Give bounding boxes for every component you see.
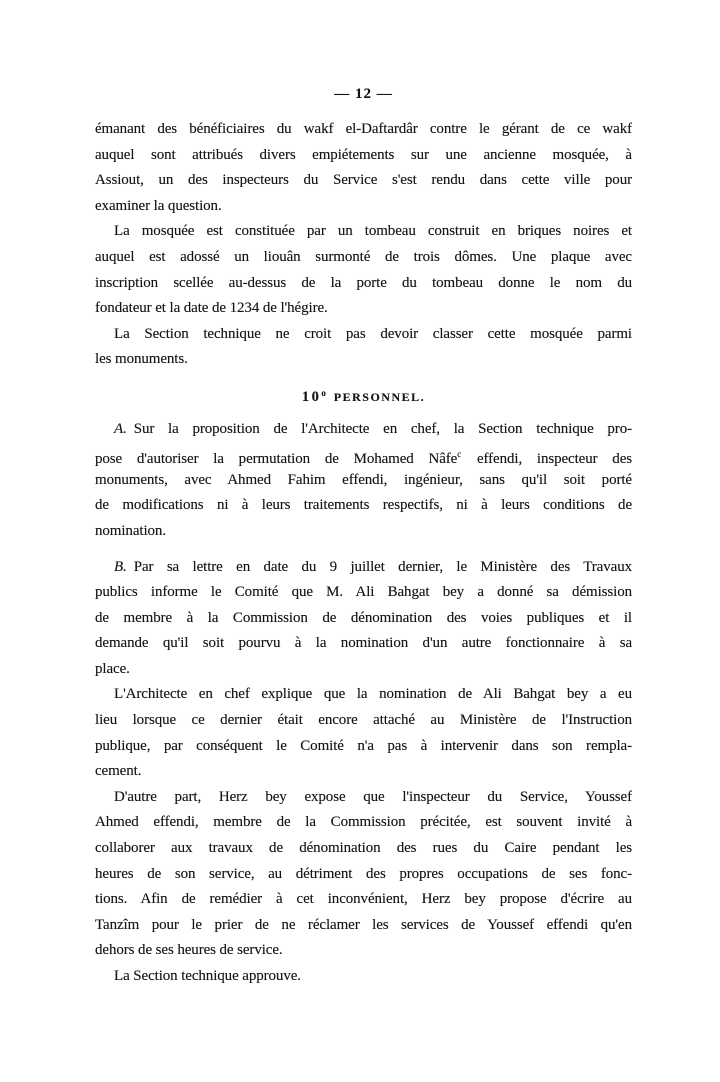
text-span: pose d'autoriser la permutation de Mohamed Nâfe bbox=[95, 451, 458, 468]
text-span: Par sa lettre en date du 9 juillet dernier, le Ministère des Travaux bbox=[133, 558, 632, 575]
text-line: Tanzîm pour le prier de ne réclamer les services de Youssef effendi qu'en bbox=[95, 916, 632, 933]
text-line: Assiout, un des inspecteurs du Service s'est rendu dans cette ville pour bbox=[95, 172, 632, 189]
text-line: L'Architecte en chef explique que la nomination de Ali Bahgat bey a eu bbox=[114, 686, 632, 703]
paragraph bbox=[95, 555, 632, 683]
text-line: fondateur et la date de 1234 de l'hégire. bbox=[95, 300, 328, 317]
section-number: 10 bbox=[301, 388, 322, 405]
text-line: publique, par conséquent le Comité n'a pas à intervenir dans son rempla- bbox=[95, 737, 632, 754]
page-number: — 12 — bbox=[334, 86, 393, 102]
text-line: collaborer aux travaux de dénomination des rues du Caire pendant les bbox=[95, 840, 632, 857]
text-line: publics informe le Comité que M. Ali Bahgat bey a donné sa démission bbox=[95, 584, 632, 601]
text-line: dehors de ses heures de service. bbox=[95, 942, 283, 959]
paragraph bbox=[95, 785, 632, 964]
text-line: tions. Afin de remédier à cet inconvénient, Herz bey propose d'écrire au bbox=[95, 891, 632, 908]
text-line bbox=[95, 417, 632, 443]
paragraph-letter: B. bbox=[114, 558, 127, 575]
paragraph bbox=[95, 219, 632, 321]
text-line: demande qu'il soit pourvu à la nomination d'un autre fonctionnaire à sa bbox=[95, 635, 632, 652]
text-line: heures de son service, au détriment des propres occupations de ses fonc- bbox=[95, 865, 632, 882]
text-line: auquel est adossé un liouân surmonté de trois dômes. Une plaque avec bbox=[95, 248, 632, 265]
ayn-superscript: c bbox=[457, 449, 462, 460]
text-line: D'autre part, Herz bey expose que l'inspecteur du Service, Youssef bbox=[114, 788, 632, 805]
text-line: La mosquée est constituée par un tombeau construit en briques noires et bbox=[114, 223, 632, 240]
text-line: inscription scellée au-dessus de la porte du tombeau donne le nom du bbox=[95, 274, 632, 291]
text-line: examiner la question. bbox=[95, 197, 222, 214]
section-title: PERSONNEL. bbox=[333, 389, 426, 404]
text-line: émanant des bénéficiaires du wakf el-Daftardâr contre le gérant de ce wakf bbox=[95, 121, 632, 137]
paragraph bbox=[95, 964, 632, 990]
text-span: effendi, inspecteur des bbox=[476, 451, 632, 468]
text-line: auquel sont attribués divers empiétements sur une ancienne mosquée, à bbox=[95, 146, 632, 163]
text-line: La Section technique approuve. bbox=[114, 968, 301, 984]
paragraph bbox=[95, 682, 632, 784]
text-line: nomination. bbox=[95, 522, 166, 539]
section-heading bbox=[95, 381, 632, 407]
paragraph-letter: A. bbox=[114, 420, 127, 437]
text-line: de membre à la Commission de dénomination des voies publiques et il bbox=[95, 609, 632, 626]
text-line: de modifications ni à leurs traitements respectifs, ni à leurs conditions de bbox=[95, 497, 632, 514]
paragraph bbox=[95, 117, 632, 219]
text-line: La Section technique ne croit pas devoir classer cette mosquée parmi bbox=[114, 325, 632, 342]
text-line: cement. bbox=[95, 763, 142, 780]
ordinal-superscript: o bbox=[321, 387, 326, 398]
text-line: les monuments. bbox=[95, 351, 188, 368]
paragraph bbox=[95, 322, 632, 373]
text-line bbox=[95, 555, 632, 581]
text-span: Sur la proposition de l'Architecte en chef, la Section technique pro- bbox=[133, 420, 632, 437]
text-line: place. bbox=[95, 660, 130, 677]
paragraph bbox=[95, 417, 632, 545]
text-block bbox=[95, 117, 632, 990]
text-line: Ahmed effendi, membre de la Commission précitée, est souvent invité à bbox=[95, 814, 632, 831]
text-line: lieu lorsque ce dernier était encore attaché au Ministère de l'Instruction bbox=[95, 712, 632, 729]
text-line: monuments, avec Ahmed Fahim effendi, ingénieur, sans qu'il soit porté bbox=[95, 471, 632, 488]
text-line bbox=[95, 442, 632, 468]
